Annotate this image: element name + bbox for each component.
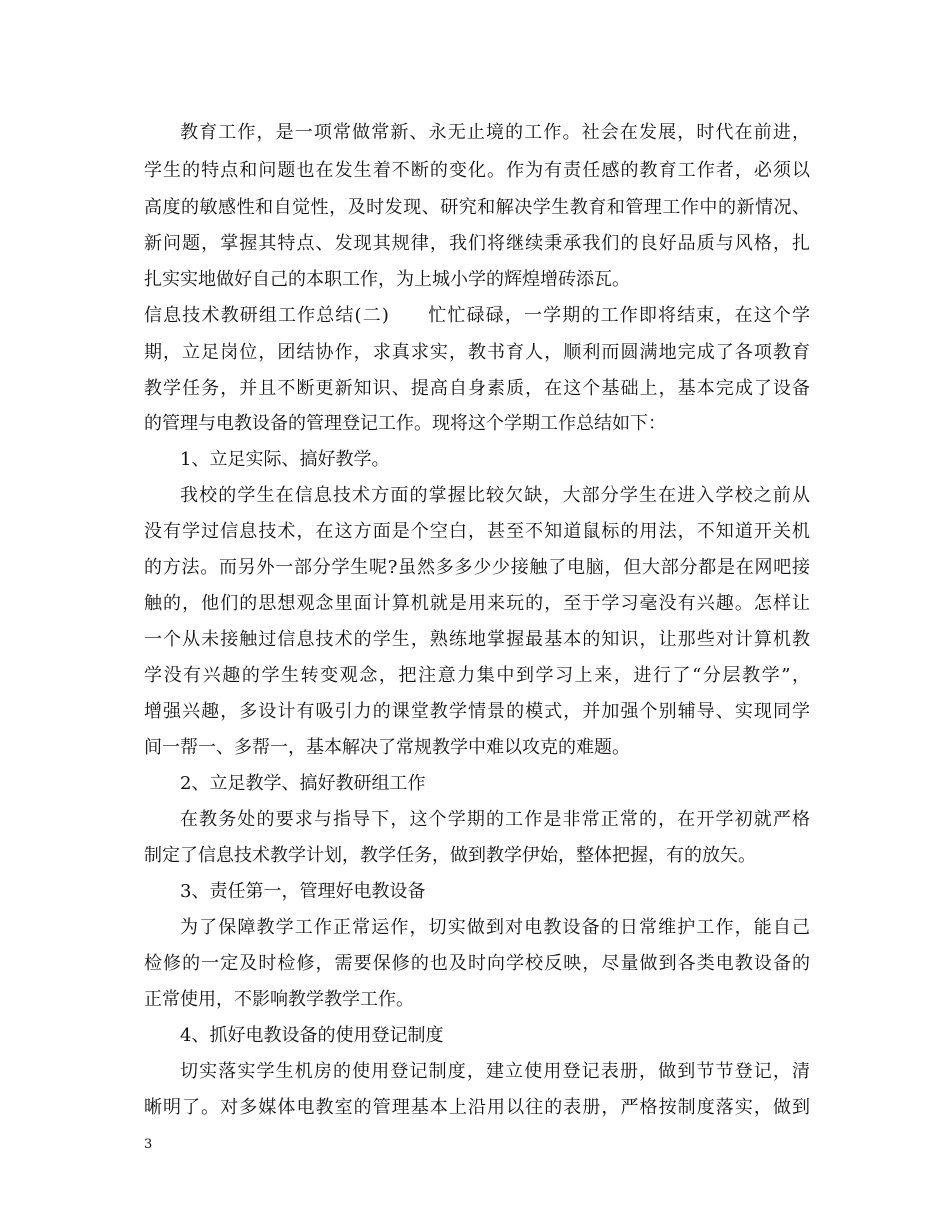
text-line: 触的，他们的思想观念里面计算机就是用来玩的，至于学习毫没有兴趣。怎样让 bbox=[144, 593, 810, 614]
text-line: 为了保障教学工作正常运作，切实做到对电教设备的日常维护工作，能自己 bbox=[180, 917, 810, 938]
text-line: 我校的学生在信息技术方面的掌握比较欠缺，大部分学生在进入学校之前从 bbox=[180, 485, 810, 506]
text-line: 学生的特点和问题也在发生着不断的变化。作为有责任感的教育工作者，必须以 bbox=[144, 160, 810, 181]
text-line: 信息技术教研组工作总结(二) 忙忙碌碌，一学期的工作即将结束，在这个学 bbox=[144, 305, 810, 326]
text-line: 的管理与电教设备的管理登记工作。现将这个学期工作总结如下： bbox=[144, 413, 666, 434]
text-line: 在教务处的要求与指导下，这个学期的工作是非常正常的，在开学初就严格 bbox=[180, 809, 810, 830]
text-line: 一个从未接触过信息技术的学生，熟练地掌握最基本的知识，让那些对计算机教 bbox=[144, 629, 810, 650]
text-line: 的方法。而另外一部分学生呢?虽然多多少少接触了电脑，但大部分都是在网吧接 bbox=[144, 557, 810, 578]
text-line: 切实落实学生机房的使用登记制度，建立使用登记表册，做到节节登记，清 bbox=[180, 1061, 810, 1082]
text-line: 增强兴趣，多设计有吸引力的课堂教学情景的模式，并加强个别辅导、实现同学 bbox=[144, 701, 810, 722]
section-heading: 1、立足实际、搞好教学。 bbox=[180, 449, 390, 470]
page-number: 3 bbox=[144, 1137, 153, 1152]
text-line: 教学任务，并且不断更新知识、提高自身素质，在这个基础上，基本完成了设备 bbox=[144, 378, 810, 399]
text-line: 期，立足岗位，团结协作，求真求实，教书育人，顺利而圆满地完成了各项教育 bbox=[144, 342, 810, 363]
text-line: 教育工作，是一项常做常新、永无止境的工作。社会在发展，时代在前进， bbox=[180, 122, 810, 143]
text-line: 晰明了。对多媒体电教室的管理基本上沿用以往的表册，严格按制度落实，做到 bbox=[144, 1097, 810, 1118]
text-line: 检修的一定及时检修，需要保修的也及时向学校反映，尽量做到各类电教设备的 bbox=[144, 953, 810, 974]
text-line: 间一帮一、多帮一，基本解决了常规教学中难以攻克的难题。 bbox=[144, 737, 630, 758]
section-heading: 3、责任第一，管理好电教设备 bbox=[180, 881, 426, 902]
text-line: 没有学过信息技术，在这方面是个空白，甚至不知道鼠标的用法，不知道开关机 bbox=[144, 521, 810, 542]
section-heading: 2、立足教学、搞好教研组工作 bbox=[180, 773, 426, 794]
text-line: 正常使用，不影响教学教学工作。 bbox=[144, 989, 414, 1010]
text-line: 制定了信息技术教学计划，教学任务，做到教学伊始，整体把握，有的放矢。 bbox=[144, 845, 756, 866]
text-line: 新问题，掌握其特点、发现其规律，我们将继续秉承我们的良好品质与风格，扎 bbox=[144, 233, 810, 254]
text-line: 扎实实地做好自己的本职工作，为上城小学的辉煌增砖添瓦。 bbox=[144, 269, 630, 290]
text-line: 学没有兴趣的学生转变观念，把注意力集中到学习上来，进行了“分层教学”， bbox=[144, 665, 810, 686]
text-line: 高度的敏感性和自觉性，及时发现、研究和解决学生教育和管理工作中的新情况、 bbox=[144, 197, 810, 218]
section-heading: 4、抓好电教设备的使用登记制度 bbox=[180, 1025, 444, 1046]
